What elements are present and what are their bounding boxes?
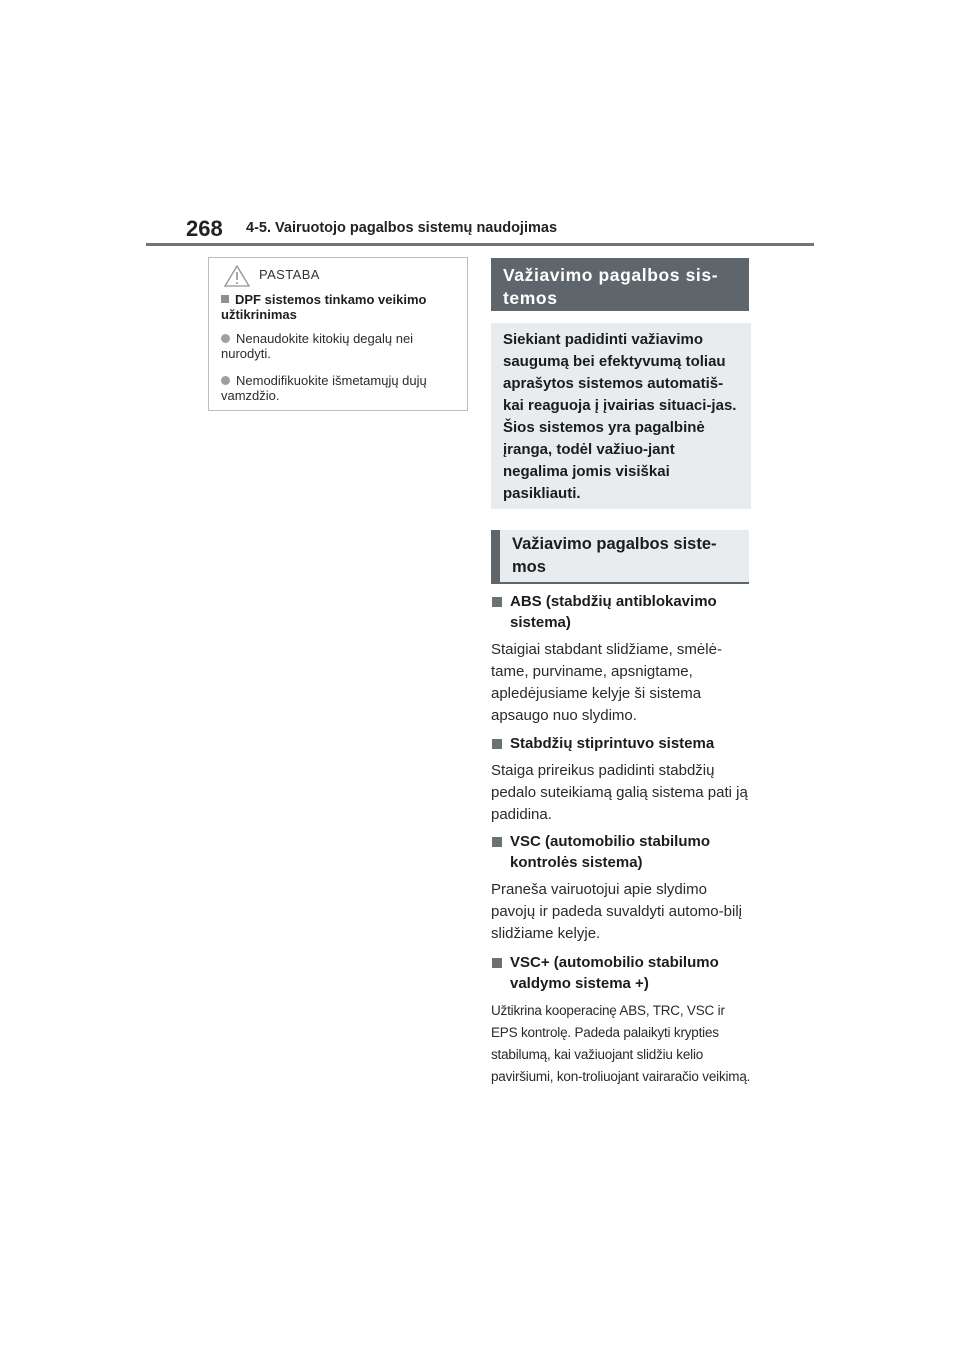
feature-title-text: ABS (stabdžių antiblokavimo sistema) xyxy=(510,593,717,631)
feature-section xyxy=(491,831,751,945)
feature-title xyxy=(491,952,751,994)
feature-body: Staiga prireikus padidinti stabdžių pedalo suteikiamą galią sistema pati ją padidina. xyxy=(491,762,748,823)
square-bullet-icon xyxy=(492,597,502,607)
feature-title-text: VSC+ (automobilio stabilumo valdymo sistema +) xyxy=(510,954,719,992)
notice-header xyxy=(209,264,467,286)
feature-body: Staigiai stabdant slidžiame, smėlė-tame, purviname, apsnigtame, apledėjusiame kelyje ši sistema apsaugo nuo slydimo. xyxy=(491,641,722,724)
feature-title-text: VSC (automobilio stabilumo kontrolės sistema) xyxy=(510,833,711,871)
header-rule xyxy=(146,243,814,246)
feature-title xyxy=(491,733,751,754)
feature-section xyxy=(491,952,751,1088)
notice-item-text: Nemodifikuokite išmetamųjų dujų vamzdžio. xyxy=(221,373,427,403)
notice-heading xyxy=(221,292,461,322)
feature-section xyxy=(491,591,751,727)
subheading: Važiavimo pagalbos siste-mos xyxy=(491,530,749,584)
notice-item-text: Nenaudokite kitokių degalų nei nurodyti. xyxy=(221,331,414,361)
warning-triangle-icon xyxy=(224,265,250,287)
feature-body: Praneša vairuotojui apie slydimo pavojų ir padeda suvaldyti automo-bilį slidžiame kelyje. xyxy=(491,881,742,942)
feature-title-text: Stabdžių stiprintuvo sistema xyxy=(510,735,715,752)
notice-box xyxy=(208,257,468,411)
chapter-banner-text: Važiavimo pagalbos sis- temos xyxy=(503,265,719,308)
square-bullet-icon xyxy=(492,837,502,847)
feature-body: Užtikrina kooperacinę ABS, TRC, VSC ir EPS kontrolę. Padeda palaikyti krypties stabilumą, kai važiuojant slidžiu kelio paviršiumi, kon-troliuojant vairaračio veikimą. xyxy=(491,1003,751,1084)
notice-heading-text: DPF sistemos tinkamo veikimo užtikrinimas xyxy=(221,292,427,322)
square-bullet-icon xyxy=(492,958,502,968)
round-bullet-icon xyxy=(221,334,230,343)
section-title: 4-5. Vairuotojo pagalbos sistemų naudojimas xyxy=(246,220,558,236)
square-bullet-icon xyxy=(492,739,502,749)
intro-box: Siekiant padidinti važiavimo saugumą bei efektyvumą toliau aprašytos sistemos automatiš-kai reaguoja į įvairias situaci-jas. Šios sistemos yra pagalbinė įranga, todėl važiuo-jant negalima jomis visiškai pasikliauti. xyxy=(491,323,751,509)
page-number: 268 xyxy=(186,216,223,241)
square-bullet-icon xyxy=(221,295,229,303)
feature-section xyxy=(491,733,751,826)
round-bullet-icon xyxy=(221,376,230,385)
feature-title xyxy=(491,591,751,633)
feature-title xyxy=(491,831,751,873)
notice-item xyxy=(221,331,461,361)
chapter-banner xyxy=(491,258,749,311)
notice-title: PASTABA xyxy=(259,267,320,282)
notice-item xyxy=(221,373,461,403)
